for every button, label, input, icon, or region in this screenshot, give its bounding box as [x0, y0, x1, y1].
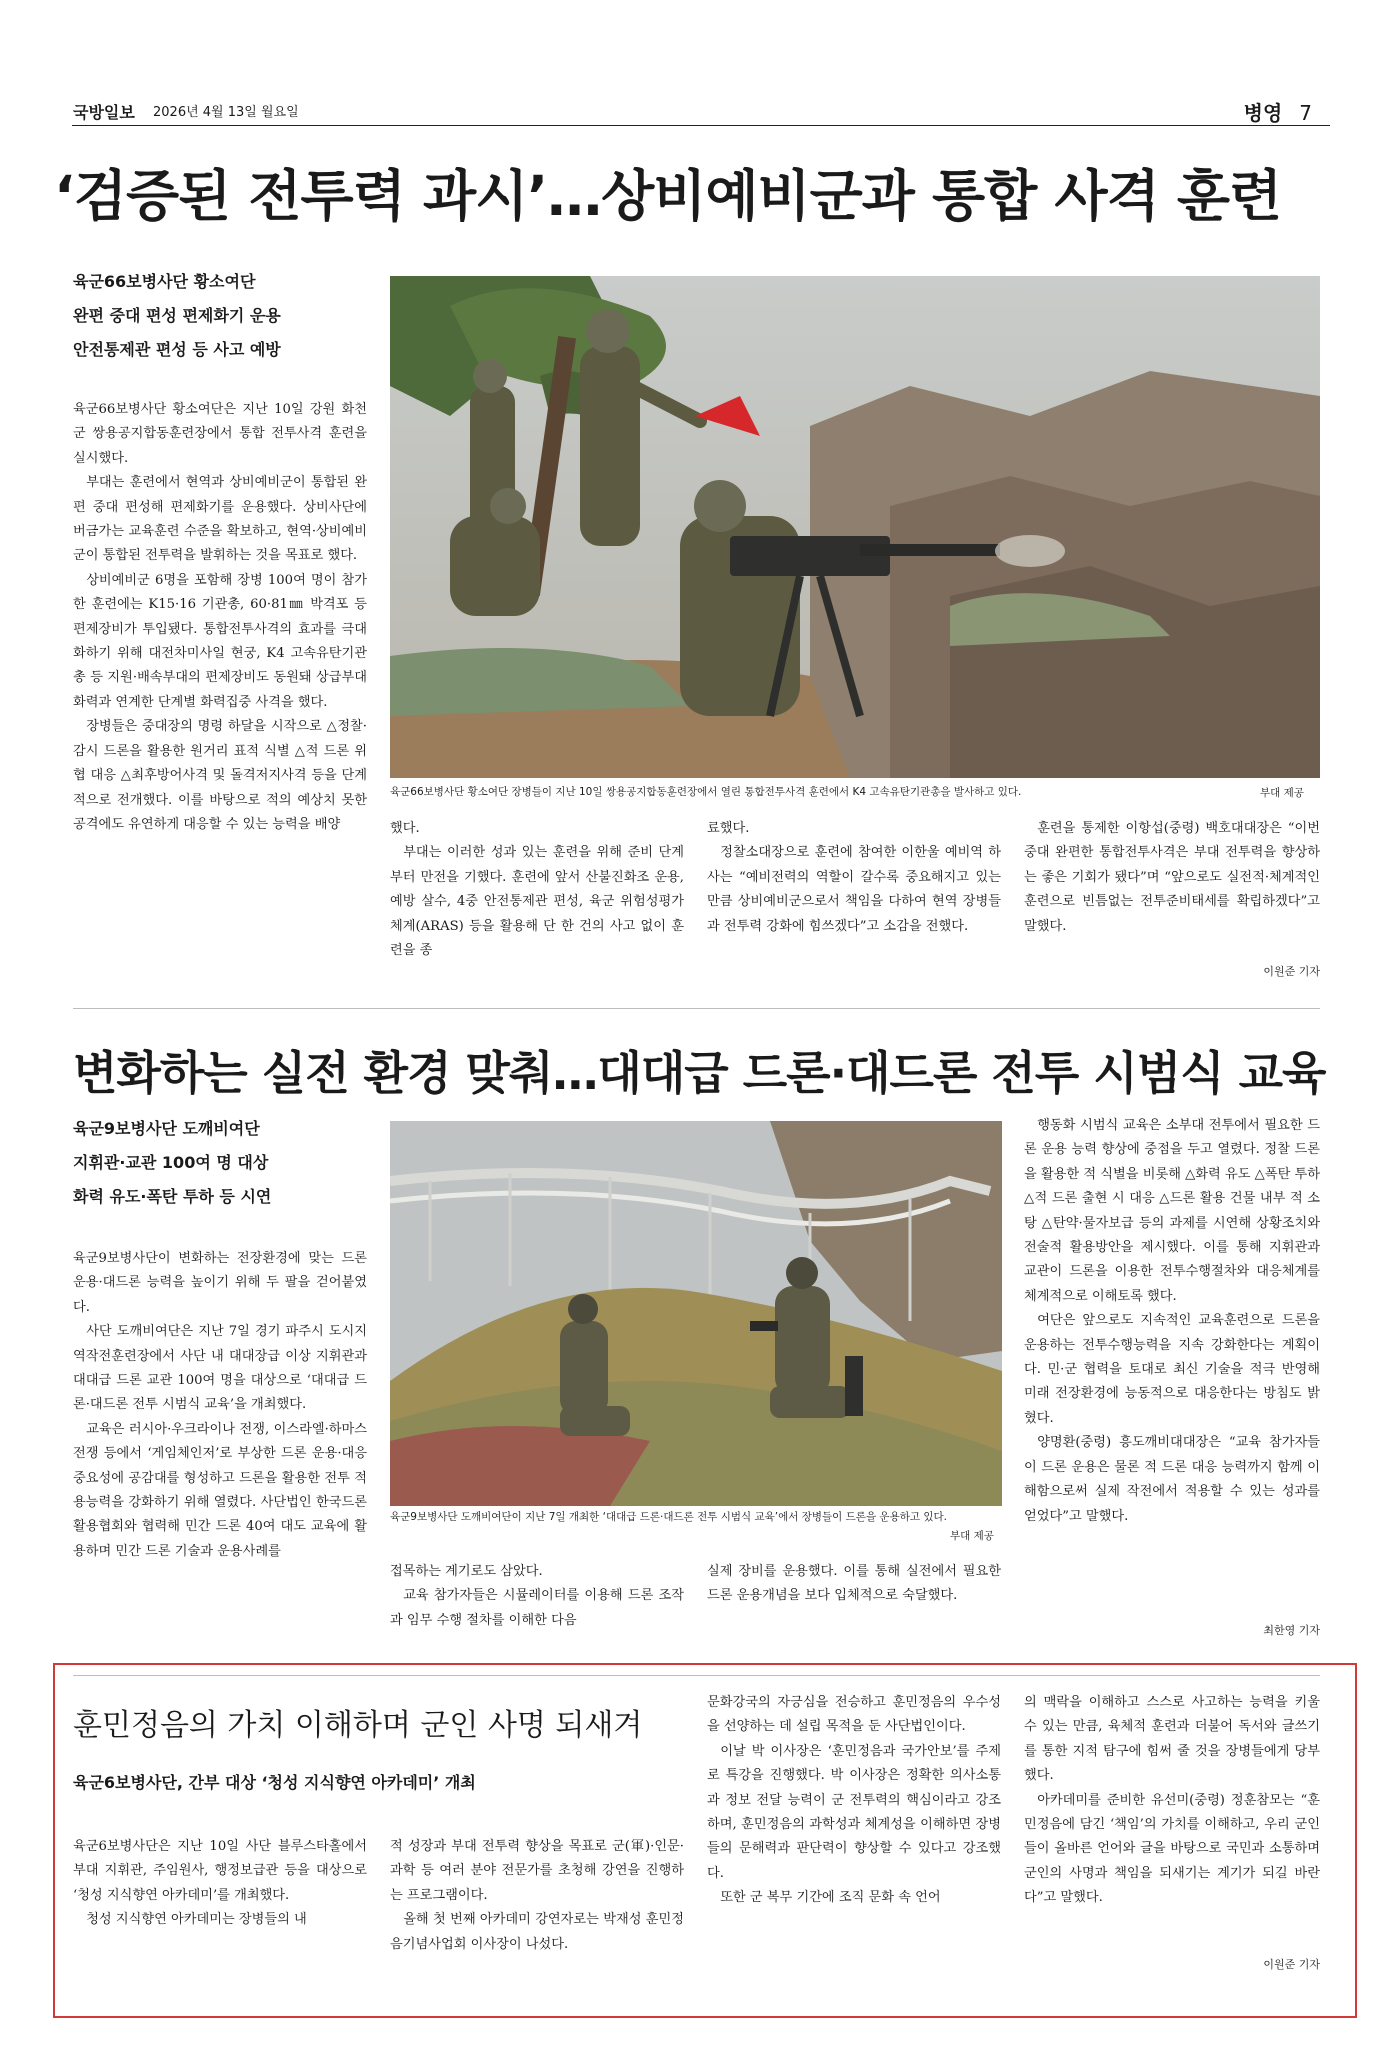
article1-subhead: 안전통제관 편성 등 사고 예방	[73, 340, 281, 359]
article2-column-4	[1024, 1114, 1320, 1529]
article1-photo-credit: 부대 제공	[1260, 787, 1304, 799]
paragraph: 료했다.	[707, 821, 750, 836]
paragraph: 육군66보병사단 황소여단은 지난 10일 강원 화천군 쌍용공지합동훈련장에서 통합 전투사격 훈련을 실시했다.	[73, 402, 367, 466]
article2-byline: 최한영 기자	[1263, 1624, 1320, 1637]
page-number: 7	[1299, 101, 1312, 125]
article2-subheads	[73, 1112, 373, 1214]
article3-byline: 이원준 기자	[1263, 1958, 1320, 1971]
masthead-rule	[72, 125, 1330, 126]
article2-photo	[390, 1121, 1002, 1506]
article1-subhead: 육군66보병사단 황소여단	[73, 272, 256, 291]
issue-date: 2026년 4월 13일 월요일	[153, 105, 299, 120]
article3-column-1	[73, 1835, 367, 1933]
article1-column-1	[73, 398, 367, 837]
paragraph: 문화강국의 자긍심을 전승하고 훈민정음의 우수성을 선양하는 데 설립 목적을 둔 사단법인이다.	[707, 1695, 1001, 1735]
paragraph: 행동화 시범식 교육은 소부대 전투에서 필요한 드론 운용 능력 향상에 중점을 두고 열렸다. 정찰 드론을 활용한 적 식별을 비롯해 △화력 유도 △폭탄 투하 △적 드론 출현 시 대응 △드론 활용 건물 내부 적 소탕 △탄약·물자보급 등의 과제를 시연해 상황조치와 전술적 활용방안을 제시했다. 이를 통해 지휘관과 교관이 드론을 이용한 전투수행절차와 대응체계를 체계적으로 이해토록 했다.	[1024, 1118, 1320, 1304]
paragraph: 교육은 러시아·우크라이나 전쟁, 이스라엘·하마스 전쟁 등에서 ‘게임체인저’로 부상한 드론 운용·대응 중요성에 공감대를 형성하고 드론을 활용한 전투 적용능력을 강화하기 위해 열렸다. 사단법인 한국드론활용협회와 협력해 민간 드론 40여 대도 교육에 활용하며 민간 드론 기술과 운용사례를	[73, 1421, 367, 1559]
paragraph: 또한 군 복무 기간에 조직 문화 속 언어	[720, 1890, 941, 1906]
paragraph: 육군9보병사단이 변화하는 전장환경에 맞는 드론 운용·대드론 능력을 높이기 위해 두 팔을 걷어붙였다.	[73, 1251, 367, 1315]
paragraph: 접목하는 계기로도 삼았다.	[390, 1564, 543, 1579]
article1-headline: ‘검증된 전투력 과시’…상비예비군과 통합 사격 훈련	[54, 164, 1282, 228]
section-divider	[73, 1008, 1320, 1009]
paragraph: 적 성장과 부대 전투력 향상을 목표로 군(軍)·인문·과학 등 여러 분야 전문가를 초청해 강연을 진행하는 프로그램이다.	[390, 1839, 684, 1903]
article1-column-3	[707, 817, 1001, 939]
drone-training-photo	[390, 1121, 1002, 1506]
article3-top-rule	[73, 1675, 1320, 1676]
article3-column-4	[1024, 1691, 1320, 1911]
section-label	[1244, 97, 1312, 126]
paragraph: 훈련을 통제한 이항섭(중령) 백호대대장은 “이번 중대 완편한 통합전투사격은 부대 전투력을 향상하는 좋은 기회가 됐다”며 “앞으로도 실전적·체계적인 훈련으로 빈틈없는 전투준비태세를 확립하겠다”고 말했다.	[1024, 821, 1320, 934]
paragraph: 올해 첫 번째 아카데미 강연자로는 박재성 훈민정음기념사업회 이사장이 나섰다.	[390, 1912, 684, 1952]
firing-drill-photo	[390, 276, 1320, 778]
article1-column-4	[1024, 817, 1320, 939]
paragraph: 부대는 훈련에서 현역과 상비예비군이 통합된 완편 중대 편성해 편제화기를 운용했다. 상비사단에 버금가는 교육훈련 수준을 확보하고, 현역·상비예비군이 통합된 전투력을 발휘하는 것을 목표로 했다.	[73, 475, 367, 564]
paragraph: 장병들은 중대장의 명령 하달을 시작으로 △정찰·감시 드론을 활용한 원거리 표적 식별 △적 드론 위협 대응 △최후방어사격 및 돌격저지사격 등을 단계적으로 전개했다. 이를 바탕으로 적의 예상치 못한 공격에도 유연하게 대응할 수 있는 능력을 배양	[73, 719, 367, 832]
article2-subhead: 육군9보병사단 도깨비여단	[73, 1119, 260, 1138]
article1-column-2	[390, 817, 684, 963]
paragraph: 부대는 이러한 성과 있는 훈련을 위해 준비 단계부터 만전을 기했다. 훈련에 앞서 산불진화조 운용, 예방 살수, 4중 안전통제관 편성, 육군 위험성평가체계(ARAS) 등을 활용해 단 한 건의 사고 없이 훈련을 종	[390, 845, 684, 959]
paragraph: 실제 장비를 운용했다. 이를 통해 실전에서 필요한 드론 운용개념을 보다 입체적으로 숙달했다.	[707, 1564, 1001, 1604]
paragraph: 했다.	[390, 821, 420, 836]
paragraph: 청성 지식향연 아카데미는 장병들의 내	[86, 1912, 307, 1928]
paragraph: 교육 참가자들은 시뮬레이터를 이용해 드론 조작과 임무 수행 절차를 이해한 다음	[390, 1588, 684, 1628]
newspaper-name: 국방일보	[73, 103, 135, 122]
paragraph: 아카데미를 준비한 유선미(중령) 정훈참모는 “훈민정음에 담긴 ‘책임’의 가치를 이해하고, 우리 군인들이 올바른 언어와 글을 바탕으로 국민과 소통하며 군인의 사명과 책임을 되새기는 계기가 되길 바란다”고 말했다.	[1024, 1792, 1320, 1906]
paragraph: 양명환(중령) 흥도깨비대대장은 “교육 참가자들이 드론 운용은 물론 적 드론 대응 능력까지 함께 이해함으로써 실제 작전에서 적용할 수 있는 성과를 얻었다”고 말했다.	[1024, 1435, 1320, 1524]
article2-column-3	[707, 1560, 1001, 1609]
article1-photo	[390, 276, 1320, 778]
paragraph: 사단 도깨비여단은 지난 7일 경기 파주시 도시지역작전훈련장에서 사단 내 대대장급 이상 지휘관과 대대급 드론 교관 100여 명을 대상으로 ‘대대급 드론·대드론 전투 시범식 교육’을 개최했다.	[73, 1324, 367, 1413]
article3-column-2	[390, 1835, 684, 1957]
paragraph: 이날 박 이사장은 ‘훈민정음과 국가안보’를 주제로 특강을 진행했다. 박 이사장은 정확한 의사소통과 정보 전달 능력이 군 전투력의 핵심이라고 강조하며, 훈민정음의 과학성과 체계성을 이해하면 장병들의 문해력과 판단력이 향상할 수 있다고 강조했다.	[707, 1743, 1001, 1881]
section-name: 병영	[1243, 101, 1283, 125]
paragraph: 육군6보병사단은 지난 10일 사단 블루스타홀에서 부대 지휘관, 주임원사, 행정보급관 등을 대상으로 ‘청성 지식향연 아카데미’를 개최했다.	[73, 1839, 367, 1903]
article3-headline: 훈민정음의 가치 이해하며 군인 사명 되새겨	[73, 1708, 643, 1743]
article2-headline: 변화하는 실전 환경 맞춰…대대급 드론·대드론 전투 시범식 교육	[73, 1046, 1326, 1100]
article1-subheads	[73, 265, 373, 367]
article3-subhead: 육군6보병사단, 간부 대상 ‘청성 지식향연 아카데미’ 개최	[73, 1773, 476, 1792]
article1-byline: 이원준 기자	[1263, 965, 1320, 978]
article3-column-3	[707, 1691, 1001, 1911]
article2-column-2	[390, 1560, 684, 1633]
paragraph: 여단은 앞으로도 지속적인 교육훈련으로 드론을 운용하는 전투수행능력을 지속 강화한다는 계획이다. 민·군 협력을 토대로 최신 기술을 적극 반영해 미래 전장환경에 능동적으로 대응한다는 방침도 밝혔다.	[1024, 1313, 1320, 1426]
article2-subhead: 지휘관·교관 100여 명 대상	[73, 1153, 269, 1172]
article1-photo-caption: 육군66보병사단 황소여단 장병들이 지난 10일 쌍용공지합동훈련장에서 열린 통합전투사격 훈련에서 K4 고속유탄기관총을 발사하고 있다.	[390, 786, 1022, 798]
paragraph: 의 맥락을 이해하고 스스로 사고하는 능력을 키울 수 있는 만큼, 육체적 훈련과 더불어 독서와 글쓰기를 통한 지적 탐구에 힘써 줄 것을 장병들에게 당부했다.	[1024, 1695, 1320, 1784]
paragraph: 상비예비군 6명을 포함해 장병 100여 명이 참가한 훈련에는 K15·16 기관총, 60·81㎜ 박격포 등 편제장비가 투입됐다. 통합전투사격의 효과를 극대화하기 위해 대전차미사일 현궁, K4 고속유탄기관총 등 지원·배속부대의 편제장비도 동원돼 상급부대 화력과 연계한 단계별 화력집중 사격을 했다.	[73, 572, 367, 710]
article2-subhead: 화력 유도·폭탄 투하 등 시연	[73, 1187, 272, 1206]
article2-photo-credit: 부대 제공	[950, 1530, 994, 1542]
article2-photo-caption: 육군9보병사단 도깨비여단이 지난 7일 개최한 ‘대대급 드론·대드론 전투 시범식 교육’에서 장병들이 드론을 운용하고 있다.	[390, 1511, 947, 1523]
article1-subhead: 완편 중대 편성 편제화기 운용	[73, 306, 281, 325]
article2-column-1	[73, 1247, 367, 1564]
paragraph: 정찰소대장으로 훈련에 참여한 이한울 예비역 하사는 “예비전력의 역할이 갈수록 중요해지고 있는 만큼 상비예비군으로서 책임을 다하여 현역 장병들과 전투력 강화에 힘쓰겠다”고 소감을 전했다.	[707, 845, 1001, 934]
